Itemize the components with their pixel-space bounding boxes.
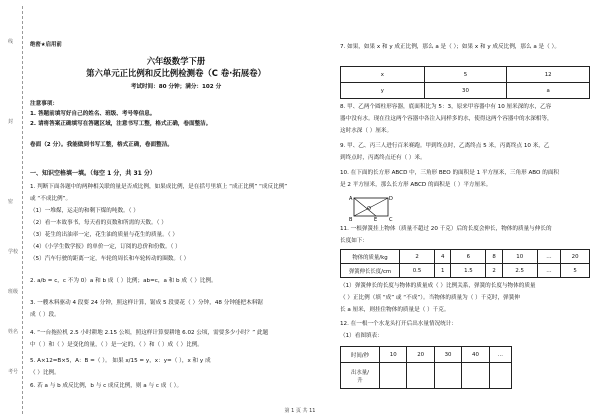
question-12-part-1: （1）看图填表： <box>340 333 383 339</box>
table-cell: 40 <box>462 347 489 363</box>
note-item: 2. 请将答案正确填写在答题区域，注意书写工整，格式正确，卷面整洁。 <box>30 121 212 127</box>
secret-tag: 绝密★启用前 <box>30 42 62 48</box>
vertex-label: A <box>349 196 353 202</box>
binding-margin-line <box>22 6 23 414</box>
question-8-cont: 器中没有水。现在往这两个容器中各注入同样多的水，使得这两个容器中的水深相等， <box>340 116 553 122</box>
table-cell: 物体的质量/kg <box>341 250 400 264</box>
table-cell <box>434 363 461 389</box>
table-cell-text: 出水量/ <box>351 369 369 376</box>
table-cell: … <box>489 347 511 363</box>
rectangle-abcd-figure <box>348 194 394 222</box>
question-7-table <box>340 66 590 99</box>
vertex-label: C <box>389 217 393 222</box>
question-11-part-1: （1）弹簧伸长的长度与物体的质量成（ ）比例关系，弹簧的长度与物体的质量 <box>340 283 536 289</box>
question-8: 8. 甲、乙两个圆柱形容器，底面积比为 5：3，原来甲容器中有 10 厘米深的水，乙容 <box>340 104 552 110</box>
question-1-item: （5）汽车行驶的距离一定，车轮的周长和车轮转动的圈数。（ ） <box>30 256 190 262</box>
table-cell: 2 <box>400 250 435 264</box>
table-cell: 0.5 <box>400 264 435 278</box>
table-cell: a <box>507 83 590 99</box>
question-4-cont: 中（ ）和（ ）是变化的量，（ ）是一定的，（ ）和（ ）成（ ）比例。 <box>30 342 203 348</box>
question-11-part-1-cont: （ ）正比例（填 “成” 或 “不成”）。当物体的质量为（ ）千克时，弹簧伸 <box>340 295 520 301</box>
question-5-cont: （ ）比例。 <box>30 370 60 376</box>
question-9: 9. 甲、乙、丙三人进行百米赛跑。甲到终点时，乙离终点 5 米，丙离终点 10 米，乙 <box>340 143 550 149</box>
table-cell: 10 <box>380 347 407 363</box>
question-1-item: （2）看一本故事书，每天看的页数和所需的天数。（ ） <box>30 220 167 226</box>
notes-heading: 注意事项： <box>30 101 58 107</box>
table-cell: 4 <box>435 250 451 264</box>
question-11-part-1-cont: 长 a 厘米，则挂住物体的质量是（ ）千克。 <box>340 307 450 313</box>
table-cell: 8 <box>486 250 502 264</box>
margin-label: 密 <box>8 199 14 205</box>
question-1-item: （4）《小学生数学报》的单价一定，订阅的总价和份数。（ ） <box>30 244 181 250</box>
margin-label: 班级 <box>8 289 19 295</box>
page-footer: 第 1 页 共 11 <box>284 408 316 414</box>
handwriting-score-note: 卷面（2 分）。我能做到书写工整，格式正确，卷面整洁。 <box>30 142 173 148</box>
question-3-cont: 成（ ）段。 <box>30 312 60 318</box>
table-cell-text: 升 <box>357 377 363 384</box>
section-heading: 一、知识空格填一填。（每空 1 分，共 31 分） <box>30 170 156 177</box>
question-10: 10. 在下面的长方形 ABCD 中，三角形 BEO 的面积是 1 平方厘米，三角形 ABO 的面积 <box>340 170 560 176</box>
table-cell: 2.5 <box>502 264 537 278</box>
table-cell: 20 <box>561 250 590 264</box>
vertex-label: D <box>389 196 393 202</box>
table-cell <box>380 363 407 389</box>
table-cell: 1.5 <box>451 264 486 278</box>
margin-label: 姓名 <box>8 329 19 335</box>
question-11-table <box>340 249 590 278</box>
question-10-cont: 是 2 平方厘米，那么长方形 ABCD 的面积是（ ）平方厘米。 <box>340 182 492 188</box>
table-cell: x <box>341 67 425 83</box>
question-9-cont: 到终点时，丙离终点还有（ ）米。 <box>340 155 426 161</box>
table-cell: 弹簧伸长长度/cm <box>341 264 400 278</box>
question-4: 4. “一台拖拉机 2.5 小时耕地 2.15 公顷，照这样计算要耕地 6.02 公顷，需要多少小时？” 此题 <box>30 330 269 336</box>
note-item: 1. 答题前填写好自己的姓名、班级、考号等信息。 <box>30 111 156 117</box>
question-11-cont: 长度如下： <box>340 238 368 244</box>
question-12-table <box>340 346 512 389</box>
title-line-1: 六年级数学下册 <box>146 56 206 66</box>
question-6: 6. 若 a 与 b 成反比例，b 与 c 成反比例，则 a 与 c 成（ ）。 <box>30 383 183 389</box>
table-cell: 10 <box>502 250 537 264</box>
table-cell: … <box>537 250 560 264</box>
table-cell <box>407 363 434 389</box>
question-7: 7. 如果，如果 x 和 y 成正比例，那么 a 是（ ）；如果 x 和 y 成反比例，那么 a 是（ ）。 <box>340 44 560 50</box>
question-1-stem: 1. 判断下面各题中的两种相关联的量是否成比例，如果成比例，是在括号里填上 “成正比例” “成反比例” <box>30 184 288 190</box>
table-cell <box>341 363 380 389</box>
vertex-label: B <box>349 217 353 222</box>
diagonal-line <box>354 198 376 216</box>
margin-label: 考号 <box>8 369 19 375</box>
table-cell <box>489 363 511 389</box>
exam-info: 考试时间：80 分钟；满分：102 分 <box>130 84 222 90</box>
question-1-item: （1）一堆煤，运走的和剩下煤的吨数。（ ） <box>30 208 139 214</box>
vertex-label: O <box>367 206 371 212</box>
question-5: 5. A×12=B×5，A：B =（ ）。 如果 x/15 = y，x：y=（ ），x 和 y 成 <box>30 358 211 364</box>
table-cell: 6 <box>451 250 486 264</box>
question-8-cont: 这时水深（ ）厘米。 <box>340 128 393 134</box>
table-cell: 时间/秒 <box>341 347 380 363</box>
table-cell: 5 <box>561 264 590 278</box>
table-cell: 30 <box>424 83 507 99</box>
table-cell: y <box>341 83 425 99</box>
table-cell: 12 <box>507 67 590 83</box>
margin-label: 线 <box>8 39 14 45</box>
diagonal-line <box>354 198 388 216</box>
table-cell <box>462 363 489 389</box>
table-cell: 20 <box>407 347 434 363</box>
question-3: 3. 一艘木料驱动 4 段要 24 分钟，照这样计算，锯成 5 段要花（ ）分钟，48 分钟能把木料锯 <box>30 300 263 306</box>
question-11: 11. 一根弹簧挂上物体（质量不超过 20 千克）后的长度会伸长，物体的质量与伸长的 <box>340 226 552 232</box>
table-cell: … <box>537 264 560 278</box>
page-title: 第六单元正比例和反比例检测卷（C 卷·拓展卷） <box>86 68 266 78</box>
table-cell: 2 <box>486 264 502 278</box>
margin-label: 学校 <box>8 249 19 255</box>
question-1-stem-cont: 或 “不成比例”。 <box>30 196 72 202</box>
question-2: 2. a/b = c，c 不为 0）a 和 b 成（ ）比例；ab=c，a 和 b 成（ ）比例。 <box>30 278 217 284</box>
question-12: 12. 在一根一个水龙头打开后出水量情况统计： <box>340 321 457 327</box>
table-cell: 5 <box>424 67 507 83</box>
table-cell: 30 <box>434 347 461 363</box>
margin-label: 封 <box>8 119 14 125</box>
vertex-label: E <box>374 217 378 222</box>
question-1-item: （3）花生的出油率一定，花生油的质量与花生的质量。（ ） <box>30 232 178 238</box>
table-cell: 1 <box>435 264 451 278</box>
